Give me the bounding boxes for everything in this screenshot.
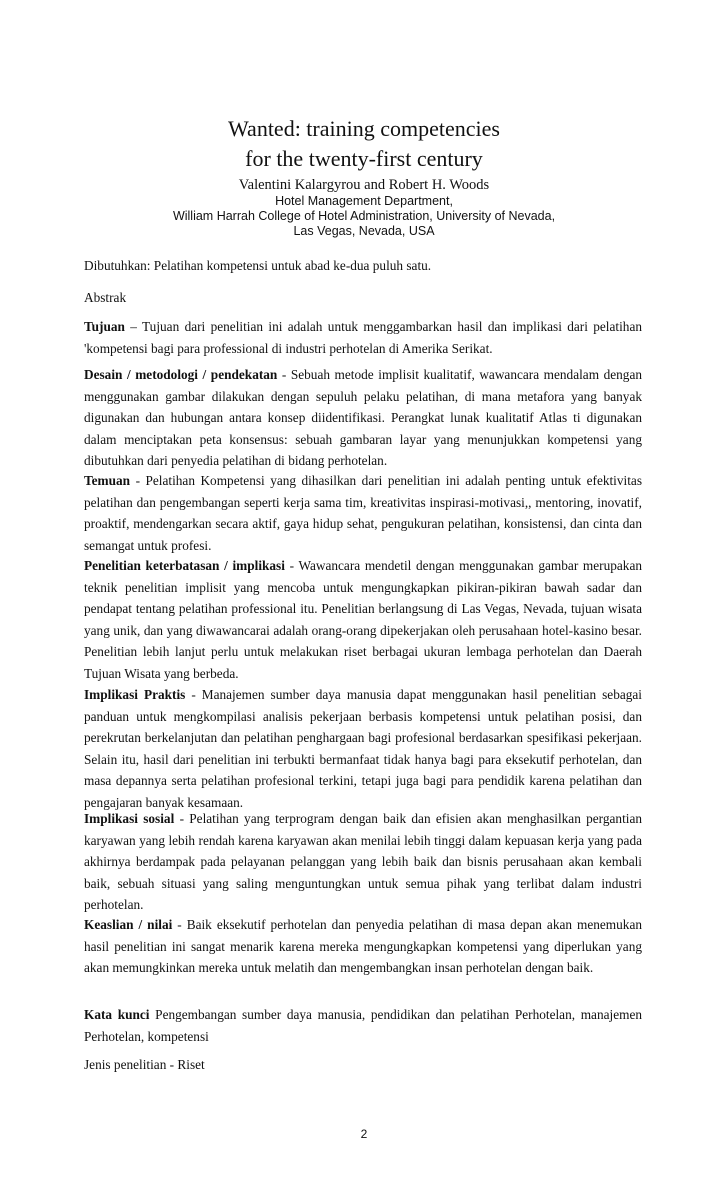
section-originality [84,914,642,979]
abstract-heading: Abstrak [84,290,127,305]
section-label: Desain / metodologi / pendekatan [84,367,278,382]
section-text: Tujuan dari penelitian ini adalah untuk menggambarkan hasil dan implikasi dari pelatihan 'kompetensi bagi para professional di industri perhotelan di Amerika Serikat. [84,319,642,356]
section-label: Implikasi Praktis [84,687,186,702]
section-label: Kata kunci [84,1007,150,1022]
section-separator: - [172,917,187,932]
section-separator: - [185,687,202,702]
section-text: Pelatihan yang terprogram dengan baik dan efisien akan menghasilkan pergantian karyawan yang lebih rendah karena karyawan akan menilai lebih tinggi dalam kepuasan kerja yang pada akhirnya berdampak pada pelayanan pelanggan yang lebih baik dan bisnis perusahaan akan kembali baik, sebuah situasi yang saling menguntungkan untuk semua pihak yang terlibat dalam industri perhotelan. [84,811,643,912]
section-separator: – [124,319,143,334]
page-number: 2 [360,1127,368,1141]
translated-title: Dibutuhkan: Pelatihan kompetensi untuk abad ke-dua puluh satu. [84,258,432,273]
section-label: Keaslian / nilai [84,917,173,932]
section-separator: - [277,367,291,382]
section-text: Pelatihan Kompetensi yang dihasilkan dari penelitian ini adalah penting untuk efektivitas pelatihan dan pengembangan seperti kerja sama tim, kreativitas inspirasi-motivasi,, mentoring, inovatif, proaktif, mendengarkan secara aktif, gaya hidup sehat, pengukuran pelatihan, konsistensi, dan cinta dan semangat untuk profesi. [84,473,642,553]
section-text: Wawancara mendetil dengan menggunakan gambar merupakan teknik penelitian implisit yang mencoba untuk mengungkapkan pikiran-pikiran bawah sadar dan pendapat tentang pelatihan professional itu. Penelitian berlangsung di Las Vegas, Nevada, tujuan wisata yang unik, dan yang diwawancarai adalah orang-orang dipekerjakan oleh perusahaan hotel-kasino besar. Penelitian lebih lanjut perlu untuk melakukan riset berbagai ukuran lembaga perhotelan dan Daerah Tujuan Wisata yang berbeda. [84,558,642,681]
section-keywords [84,1004,642,1047]
section-label: Penelitian keterbatasan / implikasi [84,558,285,573]
section-separator: - [174,811,190,826]
paper-title-line-2: for the twenty-first century [245,146,483,171]
affiliation-line-3: Las Vegas, Nevada, USA [293,224,435,238]
section-practical-implications [84,684,642,813]
section-purpose [84,316,642,359]
paper-title-line-1: Wanted: training competencies [228,116,500,141]
section-text: Pengembangan sumber daya manusia, pendidikan dan pelatihan Perhotelan, manajemen Perhotelan, kompetensi [84,1007,642,1044]
paper-authors: Valentini Kalargyrou and Robert H. Woods [238,177,490,193]
affiliation-line-2: William Harrah College of Hotel Administration, University of Nevada, [172,209,556,223]
affiliation-line-1: Hotel Management Department, [275,194,453,208]
section-text: Baik eksekutif perhotelan dan penyedia pelatihan di masa depan akan menemukan hasil penelitian ini sangat menarik karena mereka mengungkapkan kompetensi yang diperlukan yang akan memungkinkan mereka untuk melatih dan mengembangkan insan perhotelan dengan baik. [84,917,642,975]
section-text: Sebuah metode implisit kualitatif, wawancara mendalam dengan menggunakan gambar dilakukan dengan sepuluh pelaku pelatihan, di mana metafora yang banyak digunakan dan hubungan antara konsep diidentifikasi. Perangkat lunak kualitatif Atlas ti digunakan dalam menciptakan peta konsensus: sebuah gambaran layar yang menunjukkan kompetensi yang dibutuhkan dari penyedia pelatihan di bidang perhotelan. [84,367,643,468]
section-findings [84,470,642,556]
research-type: Jenis penelitian - Riset [84,1057,205,1072]
section-label: Tujuan [84,319,125,334]
section-separator: - [284,558,299,573]
section-text: Manajemen sumber daya manusia dapat menggunakan hasil penelitian sebagai panduan untuk mengkompilasi analisis pekerjaan berbasis kompetensi untuk pelatihan posisi, dan perekrutan berkelanjutan dan pelatihan penghargaan bagi profesional berdasarkan spesifikasi pekerjaan. Selain itu, hasil dari penelitian ini terbukti bermanfaat tidak hanya bagi para eksekutif perhotelan, dan masa depannya serta pelatihan profesional terkini, tetapi juga bagi para pendidik karena pelatihan dan pengajaran banyak kesamaan. [84,687,642,810]
section-separator: - [130,473,146,488]
section-label: Implikasi sosial [84,811,175,826]
section-label: Temuan [84,473,131,488]
section-limitations [84,555,642,684]
section-social-implications [84,808,642,916]
section-design [84,364,642,472]
